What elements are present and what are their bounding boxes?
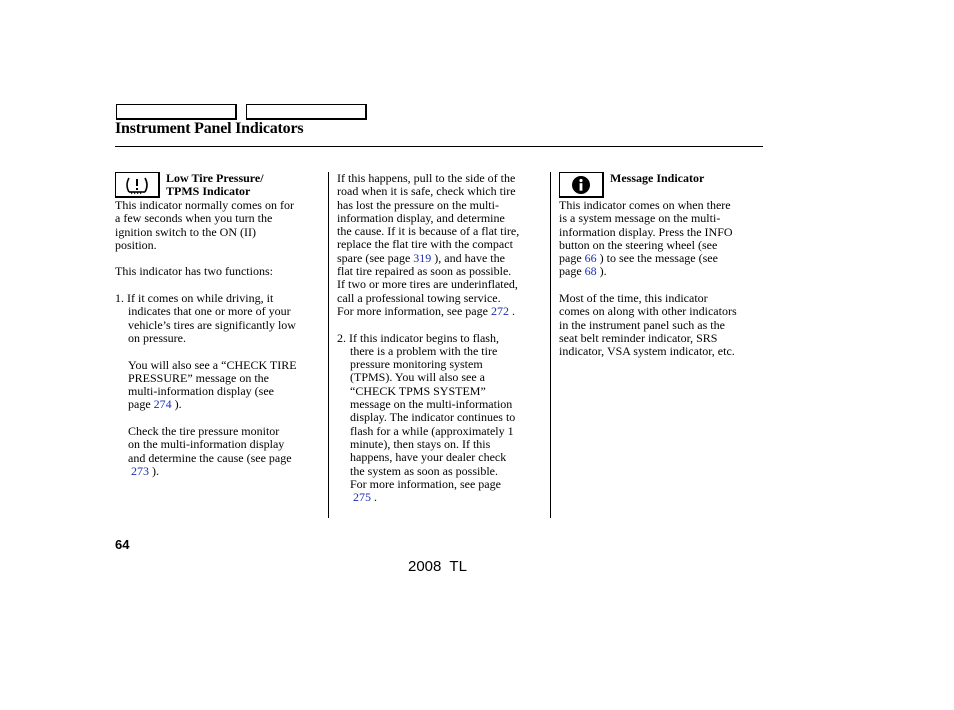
column-divider-2 bbox=[550, 172, 551, 518]
tire-pressure-warning-icon bbox=[115, 172, 160, 198]
tpms-heading-line1: Low Tire Pressure/ bbox=[166, 171, 264, 185]
col2-para-3: has lost the pressure on the multi- bbox=[337, 197, 499, 212]
column-divider-1 bbox=[328, 172, 329, 518]
page-suffix: ). bbox=[599, 264, 607, 279]
item2-13 bbox=[337, 491, 549, 504]
item2-8: flash for a while (approximately 1 bbox=[350, 423, 514, 438]
tpms-item1-check-1: Check the tire pressure monitor bbox=[128, 424, 280, 439]
item2-3: pressure monitoring system bbox=[350, 357, 483, 372]
page-link-273[interactable]: 273 bbox=[131, 463, 149, 478]
col2-para-5: the cause. If it is because of a flat tire, bbox=[337, 224, 520, 239]
page-word: page bbox=[128, 397, 151, 412]
page-link-68[interactable]: 68 bbox=[584, 264, 597, 279]
column-1-text bbox=[115, 199, 325, 478]
item2-10: happens, have your dealer check bbox=[350, 450, 507, 465]
item2-2: there is a problem with the tire bbox=[350, 343, 498, 358]
spare-suffix: ), and have the bbox=[434, 250, 505, 265]
section-title: Instrument Panel Indicators bbox=[115, 120, 304, 137]
footer-model: 2008 TL bbox=[408, 558, 467, 575]
page-word: page bbox=[559, 251, 582, 266]
tpms-intro-3: ignition switch to the ON (II) bbox=[115, 224, 256, 239]
tpms-item1-msg-2: PRESSURE” message on the bbox=[128, 370, 269, 385]
item2-12: For more information, see page bbox=[350, 476, 501, 491]
tpms-item1-msg-3: multi-information display (see bbox=[128, 384, 274, 399]
tpms-two-functions: This indicator has two functions: bbox=[115, 264, 273, 279]
page-suffix: ). bbox=[174, 397, 182, 412]
col2-more-line bbox=[337, 305, 549, 318]
header-tab-2 bbox=[246, 104, 367, 120]
tpms-intro-1: This indicator normally comes on for bbox=[115, 198, 294, 212]
col2-para-6: replace the flat tire with the compact bbox=[337, 237, 513, 252]
col2-spare-line bbox=[337, 252, 549, 265]
message-para2-3: in the instrument panel such as the bbox=[559, 317, 725, 332]
info-icon bbox=[559, 172, 604, 198]
item2-4: (TPMS). You will also see a bbox=[350, 370, 486, 385]
tpms-item1-msg-1: You will also see a “CHECK TIRE bbox=[128, 357, 297, 372]
message-para1-1: This indicator comes on when there bbox=[559, 198, 731, 212]
more-suffix: . bbox=[511, 303, 515, 318]
tpms-item1-check-3: and determine the cause (see page bbox=[128, 450, 292, 465]
col2-para2-3: call a professional towing service. bbox=[337, 290, 501, 305]
item2-5: “CHECK TPMS SYSTEM” bbox=[350, 383, 486, 398]
tpms-heading bbox=[166, 172, 264, 199]
message-para1-4: button on the steering wheel (see bbox=[559, 237, 718, 252]
item2-11: the system as soon as possible. bbox=[350, 463, 498, 478]
page-link-66[interactable]: 66 bbox=[584, 251, 597, 266]
page-suffix: . bbox=[374, 490, 377, 505]
col2-para-1: If this happens, pull to the side of the bbox=[337, 171, 516, 185]
col2-para2-1: flat tire repaired as soon as possible. bbox=[337, 264, 512, 279]
page-link-274[interactable]: 274 bbox=[153, 397, 172, 412]
message-para1-3: information display. Press the INFO bbox=[559, 224, 733, 239]
page-word: page bbox=[559, 264, 582, 279]
page-number: 64 bbox=[115, 537, 130, 552]
item2-7: display. The indicator continues to bbox=[350, 410, 516, 425]
tpms-item1-check-2: on the multi-information display bbox=[128, 437, 285, 452]
message-para2-4: seat belt reminder indicator, SRS bbox=[559, 330, 718, 345]
tpms-item1-4: on pressure. bbox=[128, 330, 186, 345]
item2-1: 2. If this indicator begins to flash, bbox=[337, 330, 499, 345]
tpms-item1-msg-4 bbox=[115, 398, 325, 411]
col2-para-2: road when it is safe, check which tire bbox=[337, 184, 516, 199]
page-link-319[interactable]: 319 bbox=[413, 250, 432, 265]
page-suffix: ). bbox=[152, 463, 159, 478]
message-para1-6 bbox=[559, 265, 764, 278]
item2-9: minute), then stays on. If this bbox=[350, 436, 491, 451]
more-prefix: For more information, see page bbox=[337, 303, 488, 318]
title-rule bbox=[115, 146, 763, 147]
tpms-item1-1: 1. If it comes on while driving, it bbox=[115, 291, 274, 306]
tpms-intro-2: a few seconds when you turn the bbox=[115, 211, 273, 226]
message-para1-5 bbox=[559, 252, 764, 265]
message-para1-2: is a system message on the multi- bbox=[559, 211, 721, 226]
message-para2-5: indicator, VSA system indicator, etc. bbox=[559, 344, 735, 359]
page-link-272[interactable]: 272 bbox=[490, 303, 509, 318]
message-para2-1: Most of the time, this indicator bbox=[559, 291, 708, 306]
message-heading: Message Indicator bbox=[610, 171, 705, 185]
tpms-intro-4: position. bbox=[115, 237, 157, 252]
header-tab-1 bbox=[116, 104, 237, 120]
tpms-item1-3: vehicle’s tires are significantly low bbox=[128, 317, 296, 332]
message-para2-2: comes on along with other indicators bbox=[559, 304, 737, 319]
page-link-275[interactable]: 275 bbox=[353, 490, 371, 505]
column-3-text bbox=[559, 199, 764, 359]
item2-6: message on the multi-information bbox=[350, 397, 513, 412]
message-mid: ) to see the message (see bbox=[599, 251, 718, 266]
spare-prefix: spare (see page bbox=[337, 250, 411, 265]
tpms-heading-line2: TPMS Indicator bbox=[166, 184, 251, 199]
col2-para-4: information display, and determine bbox=[337, 210, 505, 225]
tpms-item1-check-4 bbox=[115, 465, 325, 478]
tpms-item1-2: indicates that one or more of your bbox=[128, 304, 291, 319]
col2-para2-2: If two or more tires are underinflated, bbox=[337, 277, 518, 292]
column-2-text bbox=[337, 172, 549, 504]
